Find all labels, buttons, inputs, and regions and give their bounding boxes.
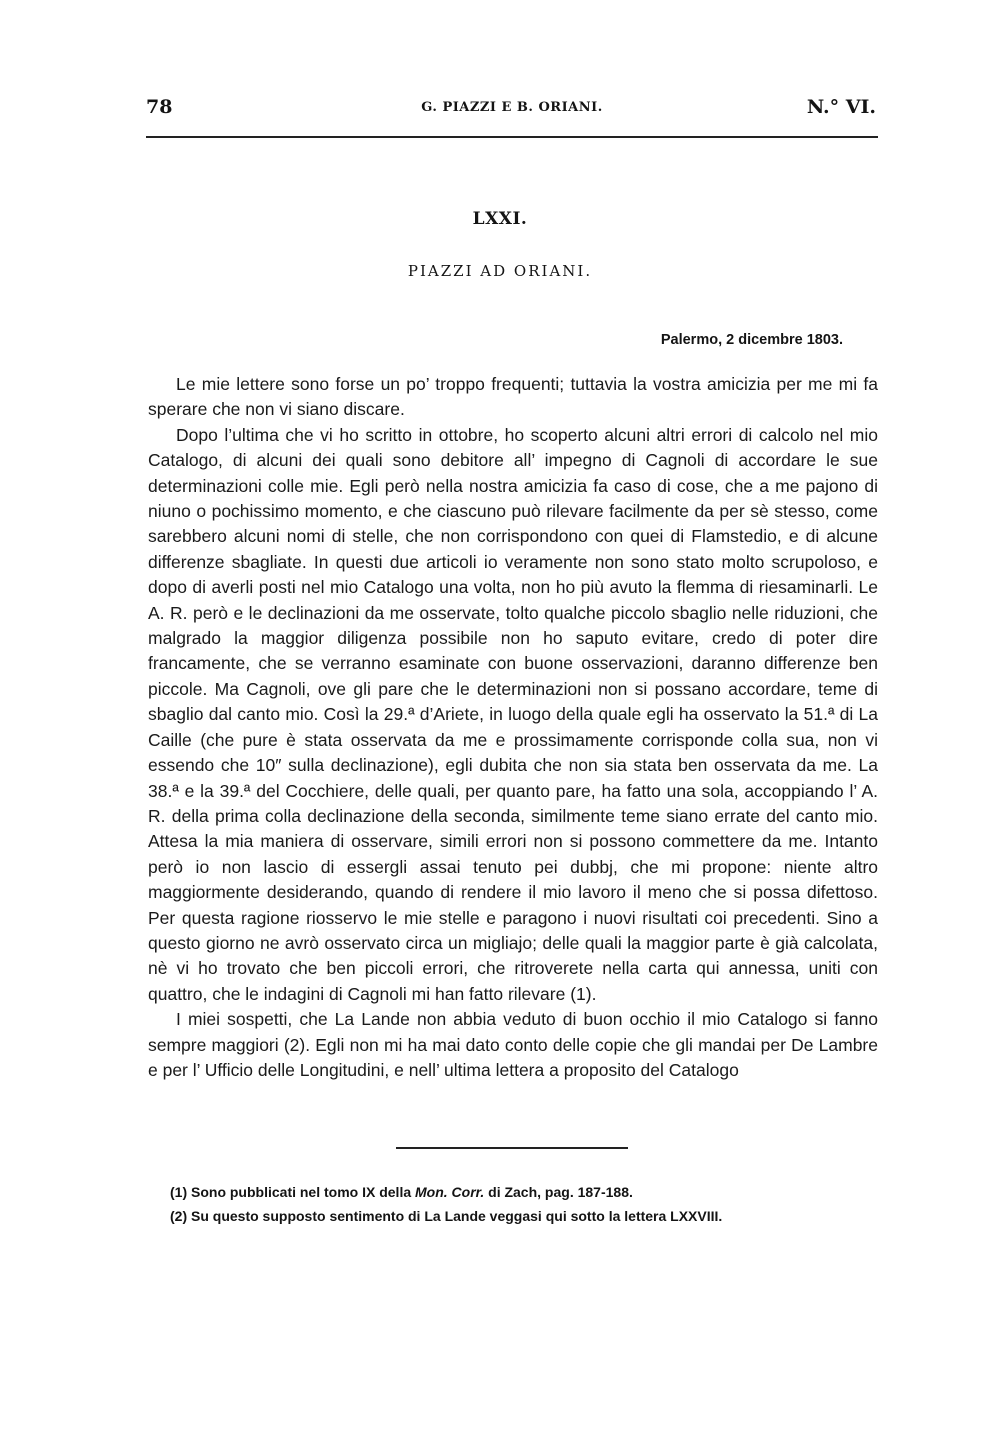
footnote-1-journal: Mon. Corr. <box>415 1184 485 1200</box>
footnote-rule <box>396 1147 628 1149</box>
footnote-2: (2) Su questo supposto sentimento di La Lande veggasi qui sotto la lettera LXXVIII. <box>170 1208 723 1224</box>
paragraph: Le mie lettere sono forse un po’ troppo frequenti; tuttavia la vostra amicizia per me mi fa sperare che non vi siano discare. <box>148 374 878 420</box>
dateline: Palermo, 2 dicembre 1803. <box>660 332 843 348</box>
section-number: N.° VI. <box>806 96 876 118</box>
letter-title: PIAZZI AD ORIANI. <box>407 262 593 280</box>
paragraph: I miei sospetti, che La Lande non abbia veduto di buon occhio il mio Catalogo si fanno sempre maggiori (2). Egli non mi ha mai dato conto delle copie che gli mandai per De Lambre e per l’ Ufficio delle Longitudini, e nell’ ultima lettera a proposito del Catalogo <box>148 1009 878 1080</box>
paragraph: Dopo l’ultima che vi ho scritto in ottobre, ho scoperto alcuni altri errori di calcolo nel mio Catalogo, di alcuni dei quali sono debitore all’ impegno di Cagnoli di accordare le sue determinazioni colle mie. Egli però nella nostra amicizia fa caso di cose, che a me pajono di niuno o pochissimo momento, e che ciascuno può rilevare facilmente da per sè stesso, come sarebbero alcuni nomi di stelle, che non corrispondono con quei di Flamstedio, e di alcune differenze sbagliate. In questi due articoli io veramente non sono stato molto scrupoloso, e dopo di averli posti nel mio Catalogo una volta, non ho più avuto la flemma di riesaminarli. Le A. R. però e le declinazioni da me osservate, tolto qualche piccolo sbaglio nelle riduzioni, che malgrado la maggior diligenza possibile non ho saputo evitare, credo di poter dire francamente, che se verranno esaminate con buone osservazioni, daranno differenze ben piccole. Ma Cagnoli, ove gli pare che le determinazioni non si possano accordare, teme di sbaglio dal canto mio. Così la 29.ª d’Ariete, in luogo della quale egli ha osservato la 51.ª di La Caille (che pure è stata osservata da me e prossimamente corrisponde colla sua, non vi essendo che 10″ sulla declinazione), egli dubita che non sia stata ben osservata da me. La 38.ª e la 39.ª del Cocchiere, delle quali, per quanto pare, ha fatto una sola, accoppiando l’ A. R. della prima colla declinazione della seconda, similmente teme siano errate del canto mio. Attesa la mia maniera di osservare, simili errori non si possono commettere da me. Intanto però io non lascio di essergli assai tenuto pei dubbj, che mi propone: niente altro maggiormente desiderando, quando di rendere il mio lavoro il meno che si possa difettoso. Per questa ragione riosservo le mie stelle e paragono i nuovi risultati coi precedenti. Sino a questo giorno ne avrò osservato circa un migliajo; delle quali la maggior parte è già calcolata, nè vi ho trovato che ben piccoli errori, che ritroverete nella carta qui annessa, uniti con quattro, che le indagini di Cagnoli mi han fatto rilevare (1). <box>148 424 878 1004</box>
letter-number: LXXI. <box>472 209 528 229</box>
header-rule <box>146 136 878 138</box>
running-title: G. PIAZZI E B. ORIANI. <box>421 100 603 115</box>
footnote-1-text: (1) Sono pubblicati nel tomo IX della <box>170 1184 416 1200</box>
letter-body <box>148 372 878 1083</box>
footnote-1-text-end: di Zach, pag. 187-188. <box>484 1184 633 1200</box>
footnotes <box>170 1180 870 1228</box>
footnote-1 <box>170 1180 870 1204</box>
page-header <box>146 96 878 126</box>
page-number: 78 <box>146 96 173 118</box>
